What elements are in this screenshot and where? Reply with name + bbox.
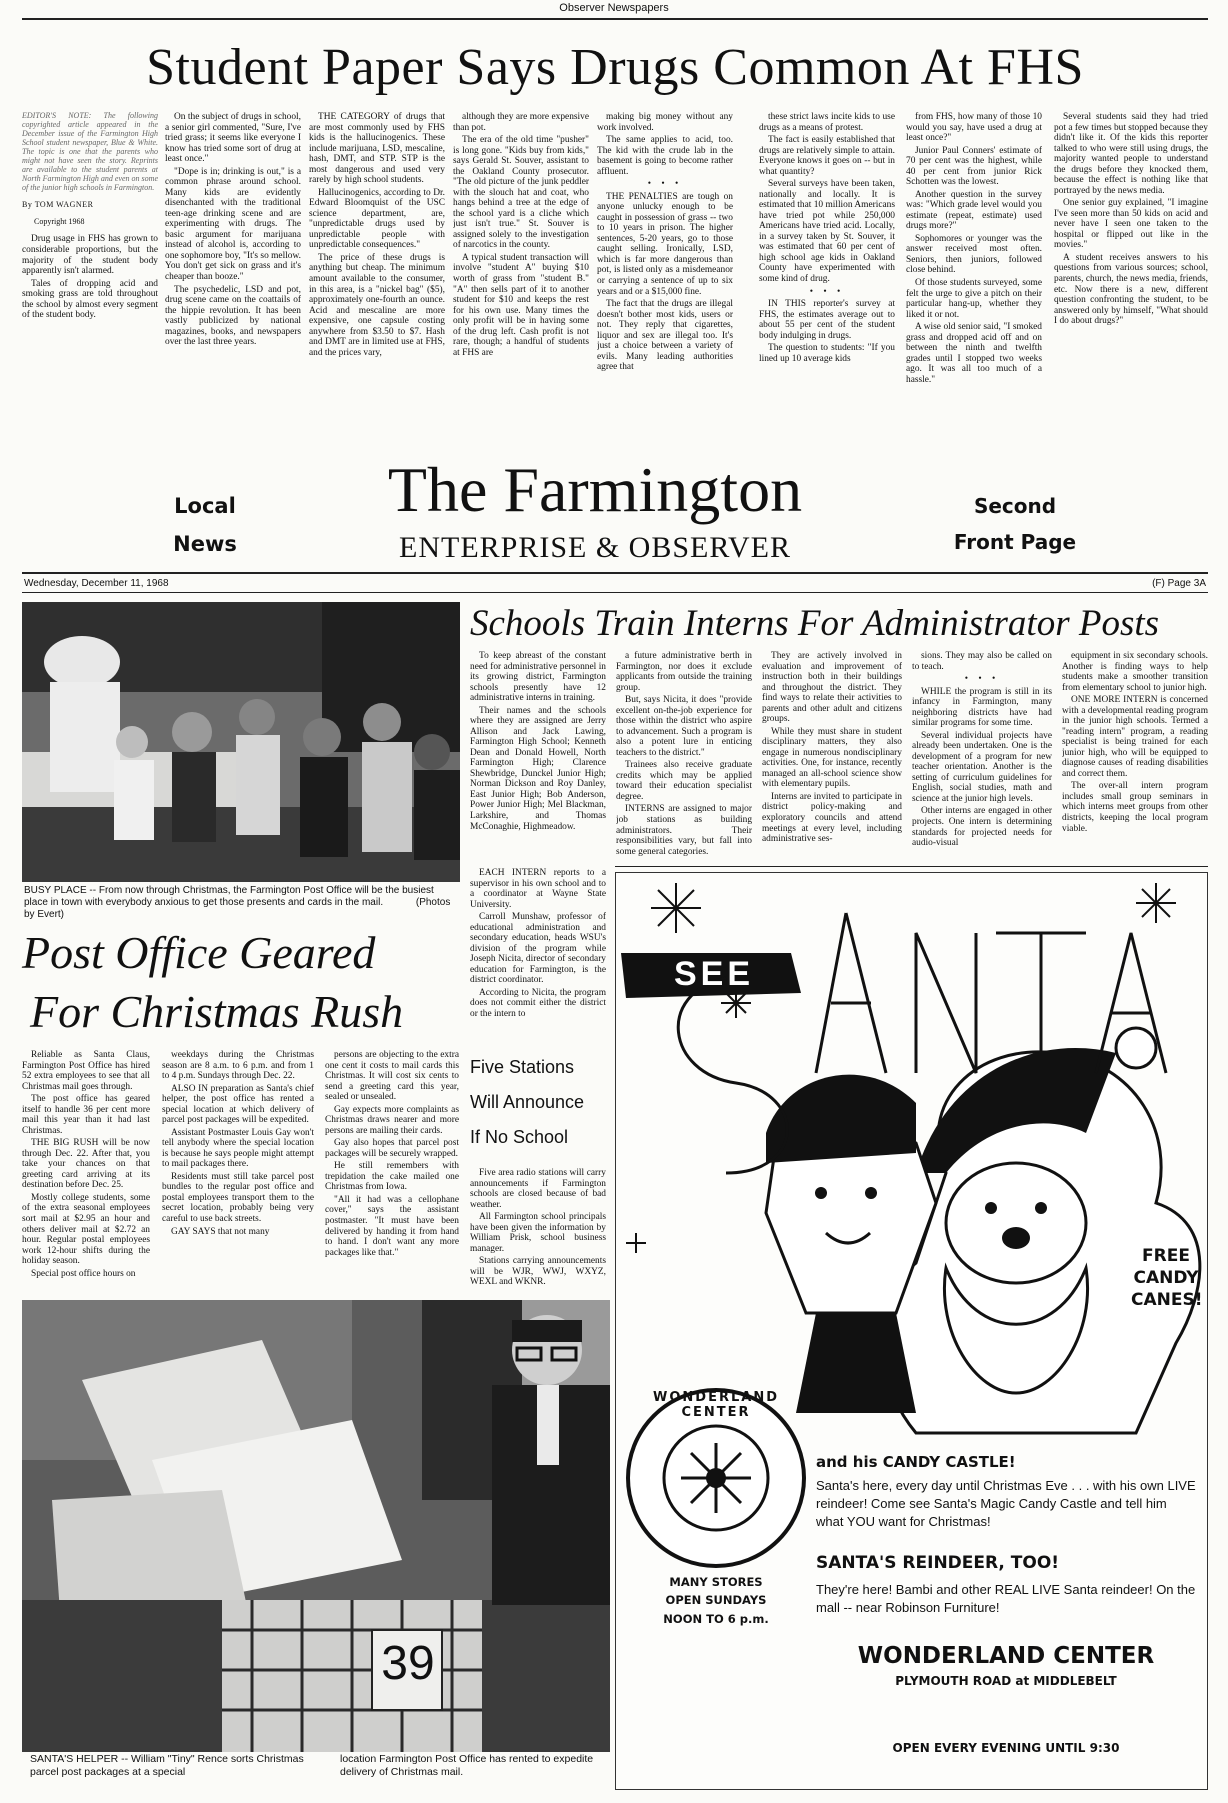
paragraph: While they must share in student disciplinary matters, they also engage in numerous nondisciplinary activities. One, for instance, recently managed an all-school science show with elementary pupils. bbox=[762, 726, 902, 790]
paragraph: sions. They may also be called on to teach. bbox=[912, 651, 1052, 672]
interns-col-1 bbox=[470, 651, 606, 865]
paragraph: Drug usage in FHS has grown to considerable proportions, but the majority of the student body apparently isn't alarmed. bbox=[22, 234, 158, 277]
santa-label bbox=[816, 1078, 1176, 1094]
paragraph: All Farmington school principals have been given the information by William Prisk, school business manager. bbox=[470, 1212, 606, 1254]
paragraph: Special post office hours on bbox=[31, 1268, 136, 1279]
five-stations-body bbox=[470, 1168, 606, 1292]
paragraph: The post office has geared itself to handle 36 per cent more mail this year than it had last Christmas. bbox=[22, 1094, 150, 1136]
paragraph: these strict laws incite kids to use drugs as a means of protest. bbox=[759, 112, 895, 133]
drugs-col-3 bbox=[309, 112, 445, 440]
bin-number: 39 bbox=[381, 1637, 435, 1690]
wonderland-logo-ring: WONDERLAND CENTER bbox=[653, 1390, 779, 1420]
paragraph: EACH INTERN reports to a supervisor in his own school and to a coordinator at Wayne State University. bbox=[470, 868, 606, 910]
paragraph: They are actively involved in evaluation and improvement of instruction both in their buildings and throughout the district. They find ways to relate their activities to parents and other adult and citizens groups. bbox=[762, 651, 902, 725]
top-banner: Observer Newspapers bbox=[559, 2, 669, 14]
five-stations-headline bbox=[470, 1050, 610, 1155]
paragraph: Of those students surveyed, some felt the urge to give a pitch on their particular hang-up, whether they liked it or not. bbox=[906, 277, 1042, 320]
sunday-hours: NOON TO 6 p.m. bbox=[663, 1611, 769, 1626]
paragraph: equipment in six secondary schools. Another is finding ways to help students make a smoother transition from elementary school to junior high. bbox=[1062, 651, 1208, 693]
paragraph: Several individual projects have already been undertaken. One is the development of a program for new teacher orientation. Another is the setting of curriculum guidelines for English, social studies, math and science at the junior high levels. bbox=[912, 730, 1052, 804]
page-number: (F) Page 3A bbox=[1152, 578, 1206, 589]
paragraph: Gay also hopes that parcel post packages will be securely wrapped. bbox=[325, 1138, 459, 1159]
interns-col-5 bbox=[1062, 651, 1208, 865]
section-dots: • • • bbox=[809, 286, 845, 297]
paragraph: persons are objecting to the extra one cent it costs to mail cards this Christmas. It will cost six cents to send a greeting card this year, sealed or unsealed. bbox=[325, 1050, 459, 1103]
post-office-photo-caption bbox=[24, 885, 460, 921]
free-candy-canes: FREE CANDY CANES! bbox=[1131, 1246, 1203, 1311]
logo-info bbox=[636, 1573, 796, 1628]
interns-col-4 bbox=[912, 651, 1052, 865]
byline: By TOM WAGNER bbox=[22, 199, 94, 209]
paragraph: A wise old senior said, "I smoked grass and dropped acid off and on between the ninth and twelfth grades until I stopped two weeks ago. It was all too much of a hassle." bbox=[906, 322, 1042, 385]
many-stores: MANY STORES bbox=[669, 1575, 763, 1589]
paragraph: According to Nicita, the program does not commit either the district or the intern to bbox=[470, 987, 606, 1019]
section-dots: • • • bbox=[964, 674, 1000, 685]
paragraph: A typical student transaction will involve "student A" buying $10 worth of grass from "student B." "A" then sells part of it to another student for $10 and keeps the rest for his own use. Many times the only profit will be in having some of the drug left. Cash profit is not rare, though; a handful of students at FHS are bbox=[453, 252, 589, 358]
santas-helper-photo-art bbox=[22, 1300, 610, 1752]
santas-helper-caption-left: SANTA'S HELPER -- William "Tiny" Rence sorts Christmas parcel post packages at a special bbox=[30, 1753, 304, 1778]
wonderland-hours: OPEN EVERY EVENING UNTIL 9:30 bbox=[892, 1741, 1120, 1755]
headline-line: Post Office Geared bbox=[22, 927, 376, 978]
open-sundays: OPEN SUNDAYS bbox=[665, 1593, 767, 1608]
santas-helper-caption-right: location Farmington Post Office has rented to expedite delivery of Christmas mail. bbox=[340, 1753, 594, 1778]
interns-col-2 bbox=[616, 651, 752, 865]
paragraph: Residents must still take parcel post bundles to the regular post office and postal employees transport them to the secret location, probably being very careful to use back streets. bbox=[162, 1171, 314, 1224]
interns-rule bbox=[615, 866, 1208, 867]
reindeer-text: They're here! Bambi and other REAL LIVE Santa reindeer! On the mall -- near Robinson Furniture! bbox=[816, 1582, 1196, 1616]
paragraph: Another question in the survey was: "Which grade level would you estimate (repeat, estimate) used drugs more?" bbox=[906, 189, 1042, 232]
paragraph: Reliable as Santa Claus, Farmington Post Office has hired 52 extra employees to see that all Christmas mail goes through. bbox=[22, 1050, 150, 1092]
paragraph: Mostly college students, some of the extra seasonal employees sort mail at $2.95 an hour and others deliver mail at $2.72 an hour. Regular postal employees work 12-hour shifts during the holiday season. bbox=[22, 1192, 150, 1267]
paragraph: He still remembers with trepidation the cake mailed one Christmas from Iowa. bbox=[325, 1161, 459, 1193]
paragraph: a future administrative berth in Farmington, nor does it exclude applicants from outside the training group. bbox=[616, 651, 752, 693]
paragraph: On the subject of drugs in school, a senior girl commented, "Sure, I've tried grass; it seems like everyone I know has tried some sort of drug at least once." bbox=[165, 112, 301, 165]
paragraph: Sophomores or younger was the answer received most often. Seniors, then juniors, followed close behind. bbox=[906, 233, 1042, 276]
paragraph: Trainees also receive graduate credits which may be applied toward their education specialist degree. bbox=[616, 760, 752, 802]
drugs-col-1 bbox=[22, 112, 158, 440]
drugs-col-7 bbox=[906, 112, 1042, 440]
paragraph: IN THIS reporter's survey at FHS, the estimates average out to about 55 per cent of the student body indulging in drugs. bbox=[759, 299, 895, 341]
paragraph: One senior guy explained, "I imagine I've seen more than 50 kids on acid and never have I seen one taken to the hospital or flipped out like in the movies." bbox=[1054, 198, 1208, 251]
drugs-col-4 bbox=[453, 112, 589, 440]
issue-date: Wednesday, December 11, 1968 bbox=[24, 578, 169, 589]
editors-note: EDITOR'S NOTE: The following copyrighted article appeared in the December issue of the Farmington High School student newspaper, Blue & White. The topic is one that the parents who might not have seen the story. Reprints are available to the student parents at North Farmington High and even on some of the junior high schools in Farmington. bbox=[22, 112, 158, 192]
paragraph: GAY SAYS that not many bbox=[171, 1226, 270, 1237]
post-office-col-3 bbox=[325, 1050, 459, 1290]
paragraph: Tales of dropping acid and smoking grass are told throughout the school by almost every segment of the student body. bbox=[22, 278, 158, 321]
paragraph: WHILE the program is still in its infancy in Farmington, many neighboring districts have had similar programs for some time. bbox=[912, 686, 1052, 729]
paragraph: The question to students: "If you lined up 10 average kids bbox=[759, 343, 895, 364]
paragraph: Several surveys have been taken, nationally and locally. It is estimated that 10 million Americans have tried pot while 250,000 Americans have tried acid. Locally, in a survey taken by St. Souver, it was estimated that 60 per cent of high school age kids in Oakland County have experimented with some kind of drug. bbox=[759, 179, 895, 284]
headline-line: For Christmas Rush bbox=[30, 985, 404, 1037]
masthead-second: Second bbox=[973, 494, 1057, 518]
paragraph: The price of these drugs is anything but cheap. The minimum amount available to the consumer, in this area, is a "nickel bag" ($5), approximately one-fourth an ounce. Acid and mescaline are more expensive, one capsule costing anywhere from $3.50 to $7. Hash and DMT are in limited use at FHS, and the prices vary, bbox=[309, 252, 445, 358]
interns-headline: Schools Train Interns For Administrator Posts bbox=[470, 603, 1160, 644]
candy-castle-text: Santa's here, every day until Christmas Eve . . . with his own LIVE reindeer! Come see Santa's Magic Candy Castle and tell him what YOU want for Christmas! bbox=[816, 1478, 1196, 1530]
paragraph: Interns are invited to participate in district policy-making and exploratory councils and attend meetings at every level, including administrative ses- bbox=[762, 791, 902, 845]
paragraph: The fact is easily established that drugs are relatively simple to attain. Everyone knows it goes on -- but in what quantity? bbox=[759, 135, 895, 177]
wonderland-center-name: WONDERLAND CENTER bbox=[857, 1643, 1155, 1669]
post-office-col-1 bbox=[22, 1050, 150, 1290]
paragraph: But, says Nicita, it does "provide excellent on-the-job experience for those within the district who aspire to advancement. Such a program is also a potent lure in enticing teachers to the district." bbox=[616, 695, 752, 758]
post-office-headline bbox=[22, 924, 462, 1042]
copyright: Copyright 1968 bbox=[34, 216, 85, 226]
headline-line: Will Announce bbox=[470, 1092, 585, 1113]
paragraph: "All it had was a cellophane cover," says the assistant postmaster. "It must have been delivered by handing it from hand to hand. I don't want any more packages like that." bbox=[325, 1194, 459, 1258]
paragraph: The over-all intern program includes small group seminars in which interns meet groups from other districts, keeping the local program viable. bbox=[1062, 781, 1208, 834]
drugs-headline: Student Paper Says Drugs Common At FHS bbox=[146, 39, 1084, 96]
paragraph: Other interns are engaged in other projects. One intern is determining standards for projected needs for audio-visual bbox=[912, 806, 1052, 849]
paragraph: Several students said they had tried pot a few times but stopped because they didn't like it. Of the kids this reporter talked to who were still using drugs, the majority wanted people to understand the drugs before they knocked them, because the effect is nothing like that portrayed by the news media. bbox=[1054, 112, 1208, 196]
interns-col-3 bbox=[762, 651, 902, 865]
paragraph: The psychedelic, LSD and pot, drug scene came on the coattails of the hippie revolution. It has been vastly publicized by national magazines, books, and newspapers over the last three years. bbox=[165, 284, 301, 348]
paragraph: A student receives answers to his questions from various sources; school, parents, church, the news media, friends, etc. Now there is a new, different question confronting the student, to be answered only by himself, "What should I do about drugs?" bbox=[1054, 252, 1208, 327]
post-office-photo bbox=[22, 602, 460, 882]
top-rule bbox=[22, 18, 1208, 20]
paragraph: from FHS, how many of those 10 would you say, have used a drug at least once?" bbox=[906, 112, 1042, 144]
paragraph: THE PENALTIES are tough on anyone unlucky enough to be caught in possession of grass -- two to 10 years in prison. The higher sentences, 5-20 years, go to those caught selling. Ironically, LSD, which is far more dangerous than pot, is listed only as a misdemeanor or carrying a sentence of up to six years and or a $15,000 fine. bbox=[597, 191, 733, 297]
paragraph: weekdays during the Christmas season are 8 a.m. to 6 p.m. and from 1 to 4 p.m. Sundays through Dec. 22. bbox=[162, 1050, 314, 1082]
headline-line: If No School bbox=[470, 1127, 569, 1148]
post-office-col-2 bbox=[162, 1050, 314, 1290]
santa-ad bbox=[615, 872, 1208, 1790]
paragraph: Stations carrying announcements will be WJR, WWJ, WXYZ, WEXL and WKNR. bbox=[470, 1256, 606, 1288]
drugs-col-2 bbox=[165, 112, 301, 440]
paragraph: To keep abreast of the constant need for administrative personnel in its growing district, Farmington schools presently have 12 administrative interns in training. bbox=[470, 651, 606, 704]
paragraph: The fact that the drugs are illegal doesn't bother most kids, users or not. They reply that cigarettes, liquor and sex are illegal too. It's just a choice between a variety of evils. Many leading authorities agree that bbox=[597, 299, 733, 373]
masthead-left bbox=[150, 488, 260, 564]
masthead-rule bbox=[22, 572, 1208, 574]
santas-helper-photo bbox=[22, 1300, 610, 1752]
paragraph: INTERNS are assigned to major job stations as building administrators. Their responsibilities vary, but fall into some general categories. bbox=[616, 804, 752, 857]
paragraph: The era of the old time "pusher" is long gone. "Kids buy from kids," says Gerald St. Souver, assistant to the Oakland County prosecutor. "The old picture of the junk peddler with the slouch hat and coat, who hangs behind a tree at the edge of the school yard is a cliche which just isn't true." St. Souver is assigned solely to the investigation of narcotics in the county. bbox=[453, 135, 589, 251]
masthead-title: The Farmington bbox=[387, 454, 803, 525]
paragraph: Carroll Munshaw, professor of educational administration and secondary education, heads WSU's division of the program while Joseph Nicita, director of secondary education for Farmington, is the district coordinator. bbox=[470, 912, 606, 986]
date-rule bbox=[22, 592, 1208, 593]
paragraph: Their names and the schools where they are assigned are Jerry Allison and Jack Lawing, Farmington High School; Kenneth Dean and Donald Howell, North Farmington High; Clarence Shewbridge, Dunckel Junior High; Norman Dickson and Roy Danley, East Junior High; Bob Anderson, Power Junior High; Mel Blackman, Larkshire, and Thomas McConaghie, Highmeadow. bbox=[470, 705, 606, 832]
paragraph: Gay expects more complaints as Christmas draws nearer and more persons are mailing their cards. bbox=[325, 1104, 459, 1136]
paragraph: Five area radio stations will carry announcements if Farmington schools are closed because of bad weather. bbox=[470, 1168, 606, 1210]
drugs-col-6 bbox=[759, 112, 895, 440]
drugs-col-5 bbox=[597, 112, 733, 440]
drugs-col-8 bbox=[1054, 112, 1208, 440]
paragraph: THE CATEGORY of drugs that are most commonly used by FHS kids is the hallucinogenics. These include marijuana, LSD, mescaline, hash, DMT, and STP. STP is the most dangerous and used very rarely by high school students. bbox=[309, 112, 445, 186]
masthead-subtitle: ENTERPRISE & OBSERVER bbox=[399, 531, 791, 564]
paragraph: Assistant Postmaster Louis Gay won't tell anybody where the special location is because he says people might attempt to mail packages there. bbox=[162, 1127, 314, 1170]
candy-castle-heading: and his CANDY CASTLE! bbox=[816, 1453, 1016, 1471]
masthead-news: News bbox=[173, 531, 237, 556]
photo-credit: (Photos by Evert) bbox=[24, 897, 451, 920]
paragraph: Junior Paul Conners' estimate of 70 per cent was the highest, while 40 per cent from junior Rick Schotten was the lowest. bbox=[906, 145, 1042, 188]
masthead-right bbox=[935, 488, 1095, 560]
interns-col-1b bbox=[470, 868, 606, 1046]
see-label: SEE bbox=[673, 955, 755, 993]
section-dots: • • • bbox=[647, 179, 683, 190]
paragraph: The same applies to acid, too. The kid with the crude lab in the basement is going to become rather affluent. bbox=[597, 135, 733, 177]
paragraph: ALSO IN preparation as Santa's chief helper, the post office has rented a special location at which delivery of parcel post packages will be expedited. bbox=[162, 1083, 314, 1126]
paragraph: Hallucinogenics, according to Dr. Edward Bloomquist of the USC science department, are, "unpredictable drugs used by unpredictable people with unpredictable consequences." bbox=[309, 187, 445, 251]
paragraph: "Dope is in; drinking is out," is a common phrase around school. Many kids are evidently disenchanted with the traditional teen-age drinking scene and are experimenting with drugs. The basic argument for marijuana instead of alcohol is, according to one sophomore boy, "It's so mellow. You don't get sick on grass and it's cheaper than booze." bbox=[165, 166, 301, 282]
wonderland-location: PLYMOUTH ROAD at MIDDLEBELT bbox=[895, 1674, 1117, 1688]
paragraph: THE BIG RUSH will be now through Dec. 22. After that, you take your chances on that greeting card arriving at its destination before Dec. 25. bbox=[22, 1138, 150, 1191]
post-office-photo-art bbox=[22, 602, 460, 882]
masthead-front-page: Front Page bbox=[953, 530, 1077, 554]
caption-text: BUSY PLACE -- From now through Christmas, the Farmington Post Office will be the busiest place in town with everybody anxious to get those presents and cards in the mail. bbox=[24, 885, 434, 908]
masthead-local: Local bbox=[174, 494, 236, 518]
reindeer-heading: SANTA'S REINDEER, TOO! bbox=[816, 1553, 1060, 1573]
paragraph: although they are more expensive than pot. bbox=[453, 112, 589, 133]
headline-line: Five Stations bbox=[470, 1057, 575, 1077]
paragraph: ONE MORE INTERN is concerned with a developmental reading program in the junior high schools. Termed a "reading intern" program, a reading specialist is being trained for each junior high, who will be equipped to diagnose causes of reading disabilities and correct them. bbox=[1062, 695, 1208, 779]
paragraph: making big money without any work involved. bbox=[597, 112, 733, 133]
